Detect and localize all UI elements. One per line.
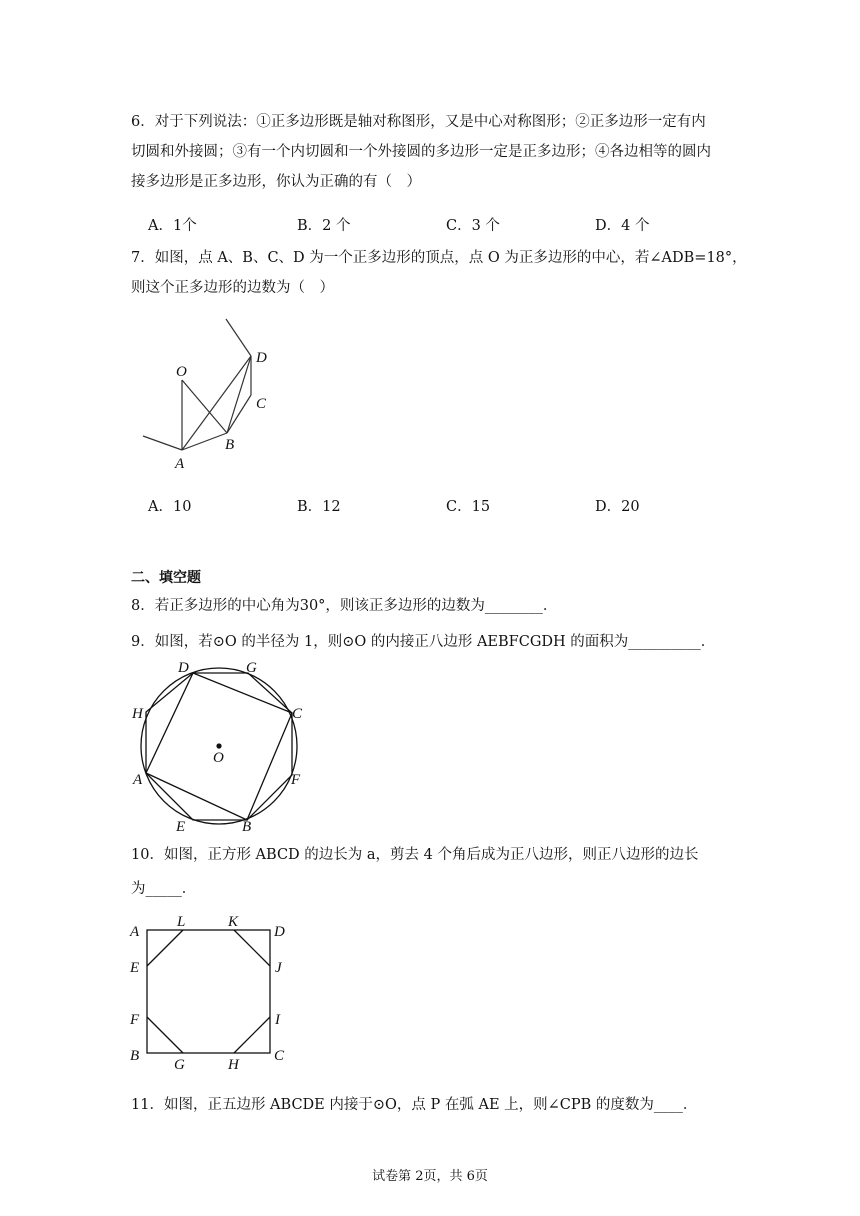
q10-label-d: D: [274, 924, 285, 940]
q8-text: 8．若正多边形的中心角为30°，则该正多边形的边数为________．: [131, 598, 558, 614]
q6-option-a[interactable]: A．1个: [148, 218, 197, 234]
q9-label-d: D: [178, 660, 189, 676]
q10-label-k: K: [228, 914, 239, 930]
q6-line-3: 接多边形是正多边形，你认为正确的有（ ）: [131, 174, 421, 190]
q6-option-b[interactable]: B．2 个: [297, 218, 351, 234]
q10-label-j: J: [275, 960, 282, 976]
q10-line-1: 10．如图，正方形 ABCD 的边长为 a，剪去 4 个角后成为正八边形，则正八边形的边长: [131, 847, 699, 863]
question-11: [131, 1090, 731, 1120]
q9-label-a: A: [133, 772, 143, 788]
q6-line-2: 切圆和外接圆；③有一个内切圆和一个外接圆的多边形一定是正多边形；④各边相等的圆内: [131, 144, 711, 160]
q9-label-f: F: [291, 772, 301, 788]
q7-label-d: D: [256, 350, 267, 366]
q7-label-c: C: [256, 396, 267, 412]
q10-figure: [147, 930, 270, 1053]
q7-line-1: 7．如图，点 A、B、C、D 为一个正多边形的顶点，点 O 为正多边形的中心，若∠ADB=18°，: [131, 250, 747, 266]
q7-options: [148, 495, 748, 516]
q6-option-c[interactable]: C．3 个: [446, 218, 500, 234]
q9-label-e: E: [176, 819, 186, 835]
q6-option-d[interactable]: D．4 个: [595, 218, 650, 234]
page-footer: 试卷第 2页，共 6页: [372, 1169, 488, 1184]
q9-text: 9．如图，若⊙O 的半径为 1，则⊙O 的内接正八边形 AEBFCGDH 的面积为__________．: [131, 634, 716, 650]
q10-label-c: C: [274, 1048, 285, 1064]
q7-option-a[interactable]: A．10: [148, 499, 192, 515]
q10-label-h: H: [228, 1057, 239, 1073]
q7-label-b: B: [225, 437, 235, 453]
q9-label-b: B: [242, 819, 252, 835]
q7-figure: [143, 319, 251, 450]
q11-text: 11．如图，正五边形 ABCDE 内接于⊙O，点 P 在弧 AE 上，则∠CPB 的度数为____．: [131, 1097, 698, 1113]
q7-option-d[interactable]: D．20: [595, 499, 640, 515]
q10-label-f: F: [130, 1012, 140, 1028]
q9-label-g: G: [246, 660, 257, 676]
q10-label-i: I: [275, 1012, 280, 1028]
q10-label-e: E: [130, 960, 140, 976]
q10-label-l: L: [177, 914, 186, 930]
q9-label-c: C: [292, 706, 303, 722]
q7-option-b[interactable]: B．12: [297, 499, 341, 515]
q9-label-h: H: [132, 706, 143, 722]
q7-label-a: A: [175, 456, 185, 472]
question-9: [131, 627, 731, 657]
q7-line-2: 则这个正多边形的边数为（ ）: [131, 280, 334, 296]
q10-line-2: 为_____．: [131, 881, 197, 897]
q10-label-a: A: [130, 924, 140, 940]
q10-label-b: B: [130, 1048, 140, 1064]
q6-line-1: 6．对于下列说法：①正多边形既是轴对称图形，又是中心对称图形；②正多边形一定有内: [131, 114, 706, 130]
section-title-fill-blank: 二、填空题: [131, 570, 201, 586]
question-10: [131, 840, 731, 904]
q7-option-c[interactable]: C．15: [446, 499, 491, 515]
question-8: [131, 591, 731, 621]
q7-label-o: O: [176, 364, 187, 380]
q9-center-point: [216, 743, 221, 748]
q9-label-o: O: [213, 750, 224, 766]
q10-label-g: G: [174, 1057, 185, 1073]
